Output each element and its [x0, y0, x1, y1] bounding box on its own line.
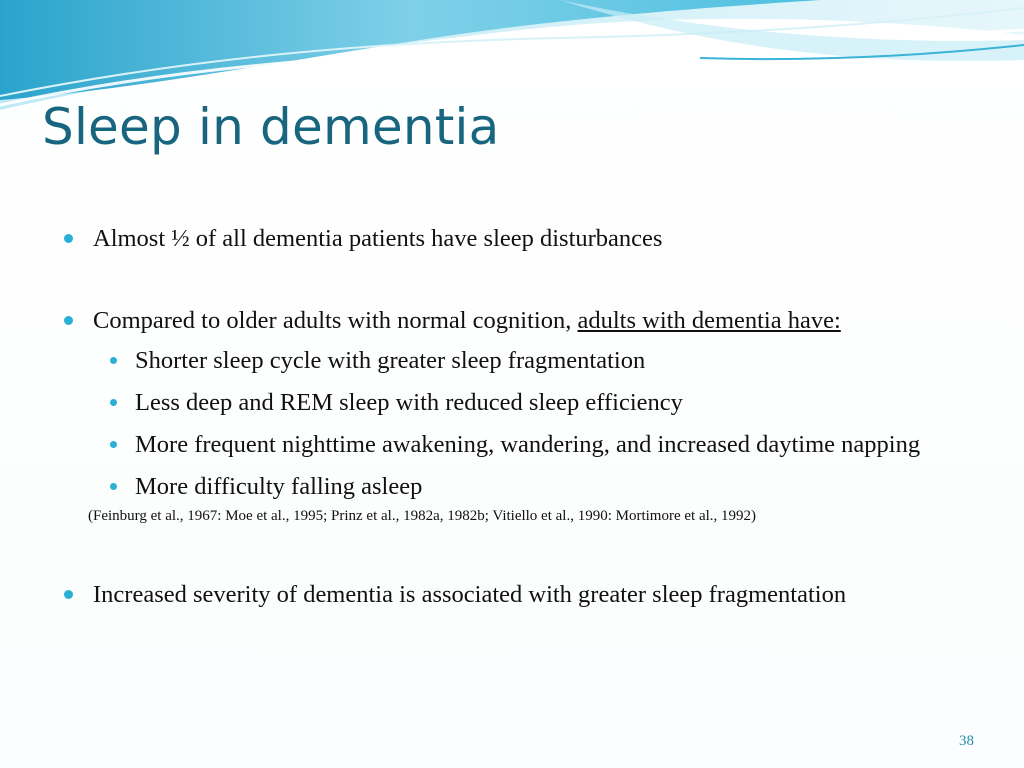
sub-bullet-text: Less deep and REM sleep with reduced sleep efficiency: [135, 389, 683, 416]
bullet-item: [62, 222, 982, 256]
bullet-text: Increased severity of dementia is associated with greater sleep fragmentation: [93, 581, 847, 608]
sub-bullet-text: Shorter sleep cycle with greater sleep fragmentation: [135, 347, 646, 374]
bullet-text: Almost ½ of all dementia patients have sleep disturbances: [93, 225, 663, 252]
bullet-dot-icon: [64, 590, 73, 599]
bullet-item: [62, 304, 982, 338]
sub-bullet-item: [62, 428, 982, 462]
sub-bullet-dot-icon: [110, 441, 117, 448]
sub-bullet-item: [62, 344, 982, 378]
slide-body: [62, 222, 982, 612]
bullet-item: [62, 578, 982, 612]
sub-bullet-text: More difficulty falling asleep: [135, 473, 423, 500]
sub-bullet-dot-icon: [110, 399, 117, 406]
slide-title: Sleep in dementia: [42, 98, 500, 156]
citation: (Feinburg et al., 1967: Moe et al., 1995; Prinz et al., 1982a, 1982b; Vitiello et al., 1990: Mortimore et al., 1992): [88, 508, 757, 524]
slide-number: 38: [959, 733, 974, 749]
sub-bullet-item: [62, 470, 982, 504]
bullet-text: Compared to older adults with normal cognition,: [93, 307, 578, 334]
sub-bullet-dot-icon: [110, 483, 117, 490]
bullet-dot-icon: [64, 316, 73, 325]
bullet-dot-icon: [64, 234, 73, 243]
sub-bullet-item: [62, 386, 982, 420]
sub-bullet-text: More frequent nighttime awakening, wandering, and increased daytime napping: [135, 431, 921, 458]
sub-bullet-dot-icon: [110, 357, 117, 364]
bullet-underlined-text: adults with dementia have:: [577, 307, 841, 334]
